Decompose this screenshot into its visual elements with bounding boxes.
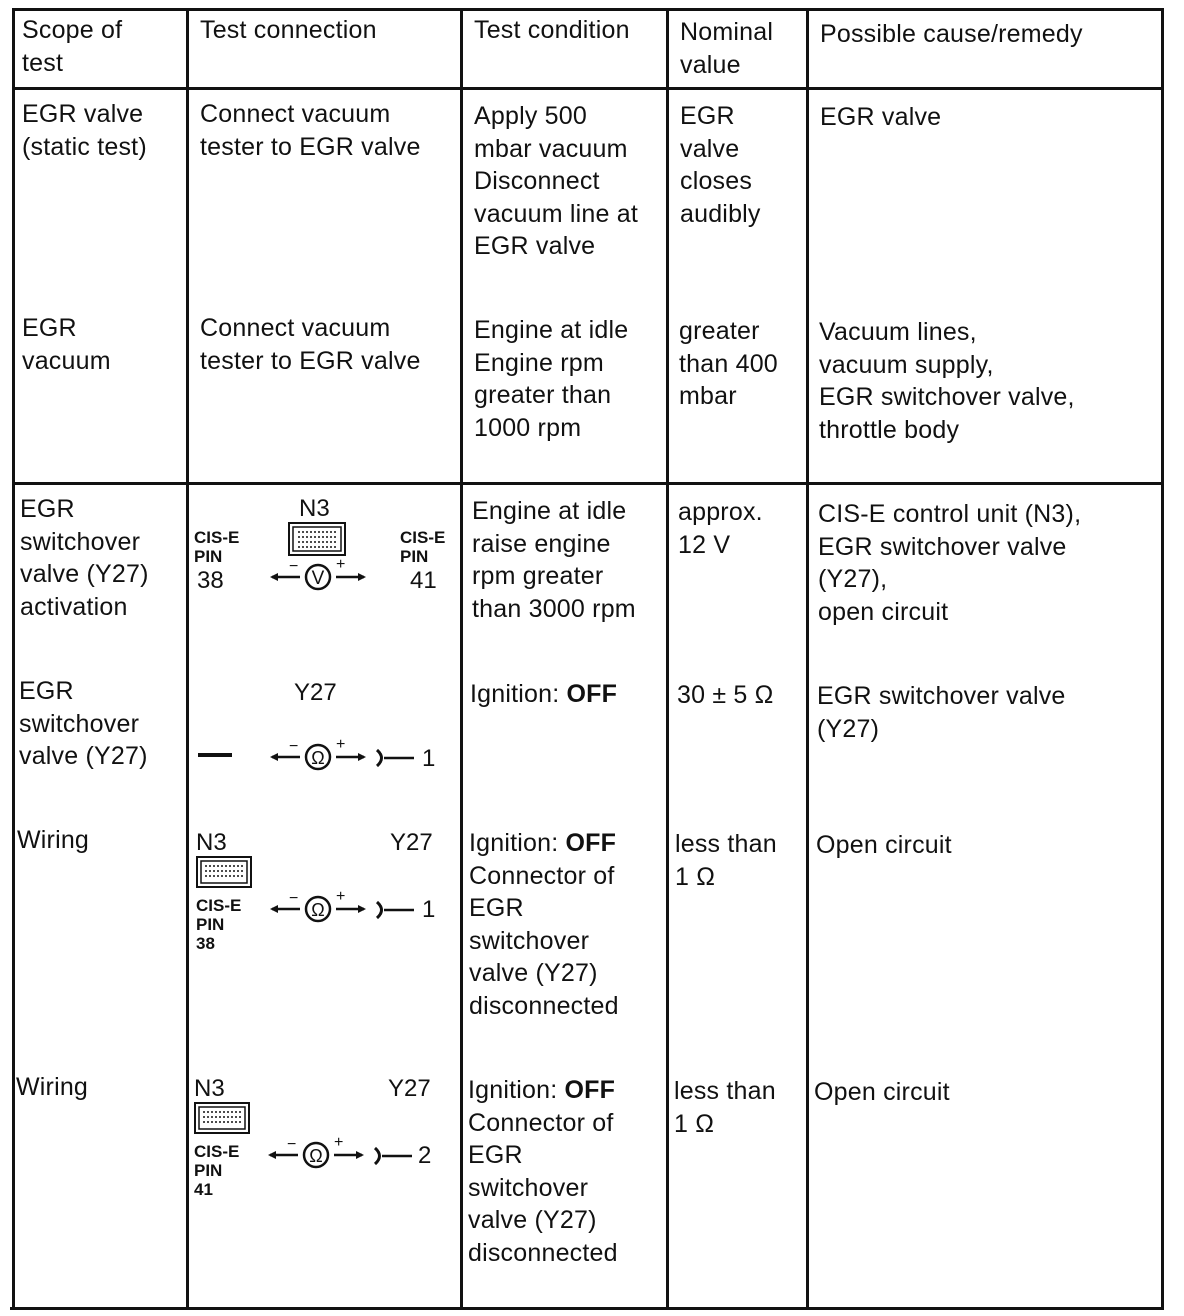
row6-condition (468, 1074, 618, 1269)
row6-condition-off: OFF (564, 1076, 616, 1104)
column-divider (460, 8, 463, 1310)
row3-condition: Engine at idle raise engine rpm greater than 3000 rpm (472, 497, 636, 623)
row4-component-label: Y27 (294, 679, 337, 706)
row6-condition-prefix: Ignition: (468, 1076, 565, 1104)
svg-text:+: + (336, 556, 346, 573)
svg-text:+: + (334, 1134, 344, 1151)
row2-nominal: greater than 400 mbar (679, 317, 778, 410)
ground-lead-icon (196, 745, 236, 765)
row3-scope: EGR switchover valve (Y27) activation (20, 495, 149, 621)
row2-condition: Engine at idle Engine rpm greater than 1000 rpm (474, 316, 629, 442)
row5-right-component-label: Y27 (390, 829, 433, 856)
column-divider (186, 8, 189, 1310)
row5-nominal: less than 1 Ω (675, 830, 777, 891)
row5-meter-symbol: Ω (311, 900, 325, 920)
header-scope: Scope of test (22, 16, 123, 77)
row5-remedy: Open circuit (816, 831, 952, 859)
row2-remedy: Vacuum lines, vacuum supply, EGR switchover valve, throttle body (819, 318, 1075, 444)
ohmmeter-icon (268, 890, 368, 926)
row5-scope: Wiring (17, 826, 90, 854)
row6-pin-label: CIS-E PIN 41 (194, 1142, 240, 1199)
row3-left-pin-label: CIS-E PIN (194, 528, 240, 566)
row1-scope: EGR valve (static test) (22, 100, 147, 161)
ohmmeter-icon (266, 1136, 366, 1172)
row4-remedy: EGR switchover valve (Y27) (817, 682, 1066, 743)
row4-scope: EGR switchover valve (Y27) (19, 677, 148, 770)
row5-pin-number: 1 (422, 896, 436, 923)
voltmeter-icon (268, 558, 368, 594)
row4-condition-prefix: Ignition: (470, 680, 567, 708)
row6-nominal: less than 1 Ω (674, 1077, 776, 1138)
row1-connection: Connect vacuum tester to EGR valve (200, 100, 421, 161)
connector-icon (374, 746, 416, 770)
row4-condition-off: OFF (566, 680, 618, 708)
row2-connection: Connect vacuum tester to EGR valve (200, 314, 421, 375)
row4-condition (470, 678, 617, 711)
svg-text:+: + (336, 888, 346, 905)
control-unit-icon (196, 856, 252, 888)
row3-left-pin-number: 38 (197, 567, 224, 594)
control-unit-icon (194, 1102, 250, 1134)
row6-right-component-label: Y27 (388, 1075, 431, 1102)
row5-pin-label: CIS-E PIN 38 (196, 896, 242, 953)
header-divider (12, 87, 1164, 90)
connector-icon (372, 1144, 414, 1168)
group-divider (12, 482, 1164, 485)
column-divider (806, 8, 809, 1310)
row1-nominal: EGR valve closes audibly (680, 102, 761, 228)
svg-text:−: − (287, 1136, 297, 1153)
row3-remedy: CIS-E control unit (N3), EGR switchover valve (Y27), open circuit (818, 500, 1082, 626)
control-unit-icon (288, 522, 346, 556)
row6-remedy: Open circuit (814, 1078, 950, 1106)
svg-text:−: − (289, 558, 299, 575)
row4-meter-symbol: Ω (311, 748, 325, 768)
row2-scope: EGR vacuum (22, 314, 111, 375)
table-border-left (12, 8, 15, 1310)
header-connection: Test connection (200, 16, 377, 44)
svg-text:−: − (289, 738, 299, 755)
row3-right-pin-label: CIS-E PIN (400, 528, 446, 566)
header-remedy: Possible cause/remedy (820, 20, 1083, 48)
table-border-bottom (10, 1307, 1164, 1310)
row1-condition: Apply 500 mbar vacuum Disconnect vacuum line at EGR valve (474, 102, 638, 260)
row6-scope: Wiring (16, 1073, 89, 1101)
table-border-top (12, 8, 1164, 11)
row4-nominal: 30 ± 5 Ω (677, 681, 774, 709)
row6-pin-number: 2 (418, 1142, 432, 1169)
row3-nominal: approx. 12 V (678, 498, 763, 559)
column-divider (666, 8, 669, 1310)
row5-condition-off: OFF (565, 829, 617, 857)
table-border-right (1161, 8, 1164, 1310)
row1-remedy: EGR valve (820, 103, 942, 131)
svg-text:−: − (289, 890, 299, 907)
row3-meter-symbol: V (311, 568, 325, 589)
row5-condition (469, 827, 619, 1022)
row6-component-label: N3 (194, 1075, 225, 1102)
svg-text:+: + (336, 736, 346, 753)
row4-pin-number: 1 (422, 745, 436, 772)
ohmmeter-icon (268, 738, 368, 774)
row3-component-label: N3 (299, 495, 330, 522)
row5-component-label: N3 (196, 829, 227, 856)
header-condition: Test condition (474, 16, 630, 44)
row5-condition-rest: Connector of EGR switchover valve (Y27) disconnected (469, 861, 619, 1020)
row6-condition-rest: Connector of EGR switchover valve (Y27) disconnected (468, 1108, 618, 1267)
row5-condition-prefix: Ignition: (469, 829, 566, 857)
row3-right-pin-number: 41 (410, 567, 437, 594)
row6-meter-symbol: Ω (309, 1146, 323, 1166)
header-nominal: Nominal value (680, 18, 774, 79)
connector-icon (374, 898, 416, 922)
